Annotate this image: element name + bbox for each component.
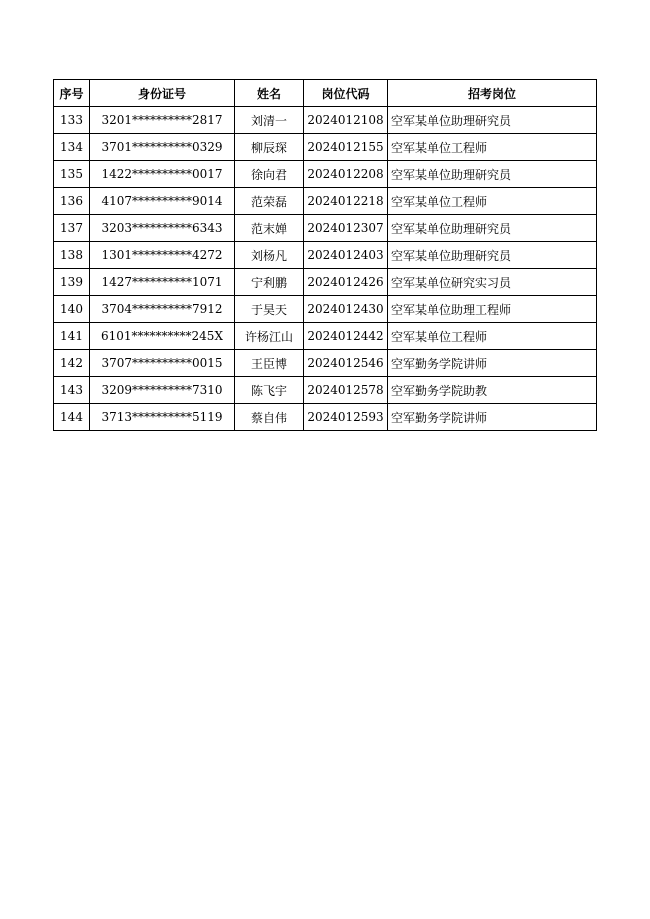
cell-name: 宁利鹏 (235, 269, 304, 296)
table-row (54, 404, 597, 431)
table-row (54, 350, 597, 377)
cell-position: 空军某单位助理研究员 (388, 107, 597, 134)
table-header-row (54, 80, 597, 107)
cell-seq: 137 (54, 215, 90, 242)
table-row (54, 107, 597, 134)
cell-name: 柳辰琛 (235, 134, 304, 161)
table-row (54, 188, 597, 215)
cell-position: 空军某单位助理研究员 (388, 215, 597, 242)
cell-post-code: 2024012208 (304, 161, 388, 188)
cell-id-number: 3701**********0329 (90, 134, 235, 161)
cell-post-code: 2024012578 (304, 377, 388, 404)
cell-seq: 136 (54, 188, 90, 215)
table-row (54, 242, 597, 269)
cell-post-code: 2024012426 (304, 269, 388, 296)
cell-seq: 139 (54, 269, 90, 296)
cell-id-number: 3713**********5119 (90, 404, 235, 431)
cell-position: 空军某单位助理工程师 (388, 296, 597, 323)
table-row (54, 377, 597, 404)
cell-name: 陈飞宇 (235, 377, 304, 404)
header-post-code: 岗位代码 (304, 80, 388, 107)
cell-position: 空军某单位工程师 (388, 188, 597, 215)
cell-id-number: 1422**********0017 (90, 161, 235, 188)
cell-seq: 142 (54, 350, 90, 377)
cell-post-code: 2024012593 (304, 404, 388, 431)
cell-name: 范末婵 (235, 215, 304, 242)
header-seq: 序号 (54, 80, 90, 107)
cell-position: 空军某单位工程师 (388, 134, 597, 161)
header-id-number: 身份证号 (90, 80, 235, 107)
header-name: 姓名 (235, 80, 304, 107)
table-row (54, 296, 597, 323)
cell-position: 空军某单位助理研究员 (388, 242, 597, 269)
cell-position: 空军勤务学院讲师 (388, 350, 597, 377)
cell-post-code: 2024012218 (304, 188, 388, 215)
cell-seq: 140 (54, 296, 90, 323)
cell-name: 蔡自伟 (235, 404, 304, 431)
cell-post-code: 2024012108 (304, 107, 388, 134)
table-row (54, 161, 597, 188)
cell-seq: 134 (54, 134, 90, 161)
cell-position: 空军某单位研究实习员 (388, 269, 597, 296)
table-row (54, 134, 597, 161)
table-row (54, 269, 597, 296)
cell-post-code: 2024012307 (304, 215, 388, 242)
cell-name: 许杨江山 (235, 323, 304, 350)
table-row (54, 323, 597, 350)
cell-seq: 133 (54, 107, 90, 134)
cell-post-code: 2024012442 (304, 323, 388, 350)
cell-post-code: 2024012546 (304, 350, 388, 377)
cell-id-number: 1427**********1071 (90, 269, 235, 296)
cell-id-number: 3209**********7310 (90, 377, 235, 404)
cell-name: 徐向君 (235, 161, 304, 188)
cell-id-number: 3704**********7912 (90, 296, 235, 323)
cell-seq: 143 (54, 377, 90, 404)
cell-name: 于昊天 (235, 296, 304, 323)
cell-position: 空军勤务学院助教 (388, 377, 597, 404)
cell-position: 空军某单位工程师 (388, 323, 597, 350)
cell-id-number: 3201**********2817 (90, 107, 235, 134)
cell-position: 空军勤务学院讲师 (388, 404, 597, 431)
cell-name: 刘杨凡 (235, 242, 304, 269)
cell-post-code: 2024012403 (304, 242, 388, 269)
header-position: 招考岗位 (388, 80, 597, 107)
cell-name: 刘清一 (235, 107, 304, 134)
table-body (54, 107, 597, 431)
cell-position: 空军某单位助理研究员 (388, 161, 597, 188)
cell-name: 王臣博 (235, 350, 304, 377)
cell-post-code: 2024012155 (304, 134, 388, 161)
cell-post-code: 2024012430 (304, 296, 388, 323)
cell-id-number: 3707**********0015 (90, 350, 235, 377)
candidate-table (53, 79, 597, 431)
cell-seq: 141 (54, 323, 90, 350)
table-row (54, 215, 597, 242)
cell-seq: 138 (54, 242, 90, 269)
cell-id-number: 3203**********6343 (90, 215, 235, 242)
cell-id-number: 4107**********9014 (90, 188, 235, 215)
cell-id-number: 1301**********4272 (90, 242, 235, 269)
cell-seq: 135 (54, 161, 90, 188)
cell-seq: 144 (54, 404, 90, 431)
cell-id-number: 6101**********245X (90, 323, 235, 350)
cell-name: 范荣磊 (235, 188, 304, 215)
